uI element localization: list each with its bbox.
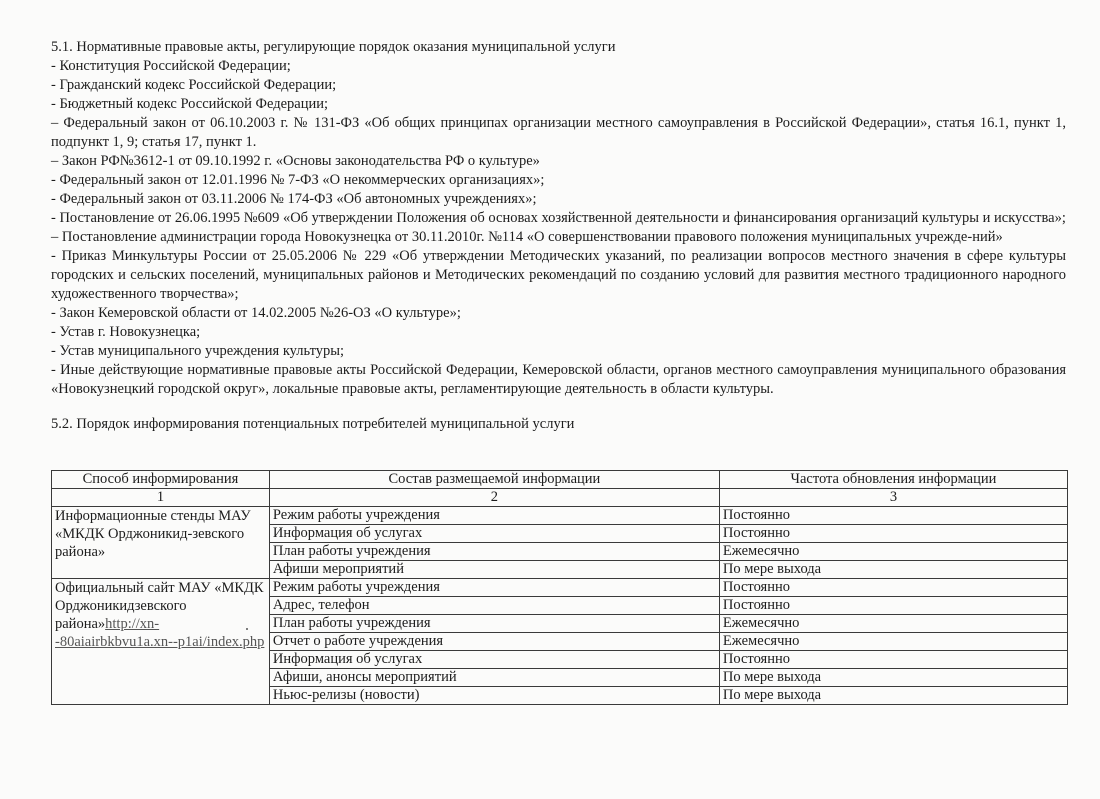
regulatory-acts-list — [51, 57, 1066, 399]
act-item: - Закон Кемеровской области от 14.02.2005 №26-ОЗ «О культуре»; — [51, 305, 461, 321]
section-5-1-heading: 5.1. Нормативные правовые акты, регулирующие порядок оказания муниципальной услуги — [51, 39, 616, 55]
content-cell: Информация об услугах — [269, 525, 719, 543]
column-number: 1 — [52, 489, 270, 507]
frequency-cell: Постоянно — [719, 651, 1067, 669]
channel-label: Официальный сайт МАУ «МКДК Орджоникидзевского района» — [55, 580, 264, 632]
content-cell: План работы учреждения — [269, 543, 719, 561]
informing-table — [51, 470, 1068, 705]
column-number: 3 — [719, 489, 1067, 507]
frequency-cell: Ежемесячно — [719, 615, 1067, 633]
act-item: - Иные действующие нормативные правовые акты Российской Федерации, Кемеровской области, органов местного самоуправления муниципального образования «Новокузнецкий городской округ», локальные правовые акты, регламентирующие деятельность в области культуры. — [51, 362, 1066, 397]
act-item: – Закон РФ№3612-1 от 09.10.1992 г. «Основы законодательства РФ о культуре» — [51, 153, 540, 169]
official-site-link[interactable]: http://xn--80aiairbkbvu1a.xn--p1ai/index.php — [55, 616, 265, 650]
frequency-cell: Постоянно — [719, 507, 1067, 525]
act-item: - Приказ Минкультуры России от 25.05.2006 № 229 «Об утверждении Методических указаний, по реализации вопросов местного значения в сфере культуры городских и сельских поселений, муниципальных районов и Методических рекомендаций по созданию условий для развития местного традиционного народного художественного творчества»; — [51, 248, 1066, 302]
content-cell: Афиши мероприятий — [269, 561, 719, 579]
content-cell: Информация об услугах — [269, 651, 719, 669]
column-header-content: Состав размещаемой информации — [269, 471, 719, 489]
act-item: - Бюджетный кодекс Российской Федерации; — [51, 96, 329, 112]
content-cell: Режим работы учреждения — [269, 579, 719, 597]
act-item: - Конституция Российской Федерации; — [51, 58, 291, 74]
channel-label: Информационные стенды МАУ «МКДК Орджоникид-зевского района» — [55, 508, 251, 560]
channel-info-stands — [52, 507, 270, 579]
act-item: - Устав г. Новокузнецка; — [51, 324, 201, 340]
column-header-method: Способ информирования — [52, 471, 270, 489]
content-cell: Ньюс-релизы (новости) — [269, 687, 719, 705]
frequency-cell: Ежемесячно — [719, 543, 1067, 561]
act-item: - Гражданский кодекс Российской Федерации; — [51, 77, 337, 93]
act-item: - Федеральный закон от 12.01.1996 № 7-ФЗ «О некоммерческих организациях»; — [51, 172, 545, 188]
act-item: - Федеральный закон от 03.11.2006 № 174-ФЗ «Об автономных учреждениях»; — [51, 191, 537, 207]
act-item: - Устав муниципального учреждения культуры; — [51, 343, 344, 359]
content-cell: Адрес, телефон — [269, 597, 719, 615]
frequency-cell: По мере выхода — [719, 687, 1067, 705]
content-cell: План работы учреждения — [269, 615, 719, 633]
table-header-row — [52, 471, 1068, 489]
column-header-frequency: Частота обновления информации — [719, 471, 1067, 489]
document-page — [51, 38, 1066, 434]
table-row — [52, 579, 1068, 597]
section-5-2-heading: 5.2. Порядок информирования потенциальных потребителей муниципальной услуги — [51, 416, 575, 432]
act-item: - Постановление от 26.06.1995 №609 «Об утверждении Положения об основах хозяйственной деятельности и финансирования организаций культуры и искусства»; — [51, 210, 1066, 226]
act-item: – Постановление администрации города Новокузнецка от 30.11.2010г. №114 «О совершенствовании правового положения муниципальных учрежде-ний» — [51, 229, 1003, 245]
act-item: – Федеральный закон от 06.10.2003 г. № 131-ФЗ «Об общих принципах организации местного самоуправления в Российской Федерации», статья 16.1, пункт 1, подпункт 1, 9; статья 17, пункт 1. — [51, 115, 1066, 150]
column-number: 2 — [269, 489, 719, 507]
frequency-cell: Постоянно — [719, 525, 1067, 543]
frequency-cell: Постоянно — [719, 579, 1067, 597]
frequency-cell: По мере выхода — [719, 669, 1067, 687]
channel-official-site — [52, 579, 270, 705]
content-cell: Афиши, анонсы мероприятий — [269, 669, 719, 687]
column-number-row — [52, 489, 1068, 507]
content-cell: Отчет о работе учреждения — [269, 633, 719, 651]
scan-speck — [246, 628, 248, 630]
table-row — [52, 507, 1068, 525]
frequency-cell: Постоянно — [719, 597, 1067, 615]
content-cell: Режим работы учреждения — [269, 507, 719, 525]
frequency-cell: По мере выхода — [719, 561, 1067, 579]
frequency-cell: Ежемесячно — [719, 633, 1067, 651]
